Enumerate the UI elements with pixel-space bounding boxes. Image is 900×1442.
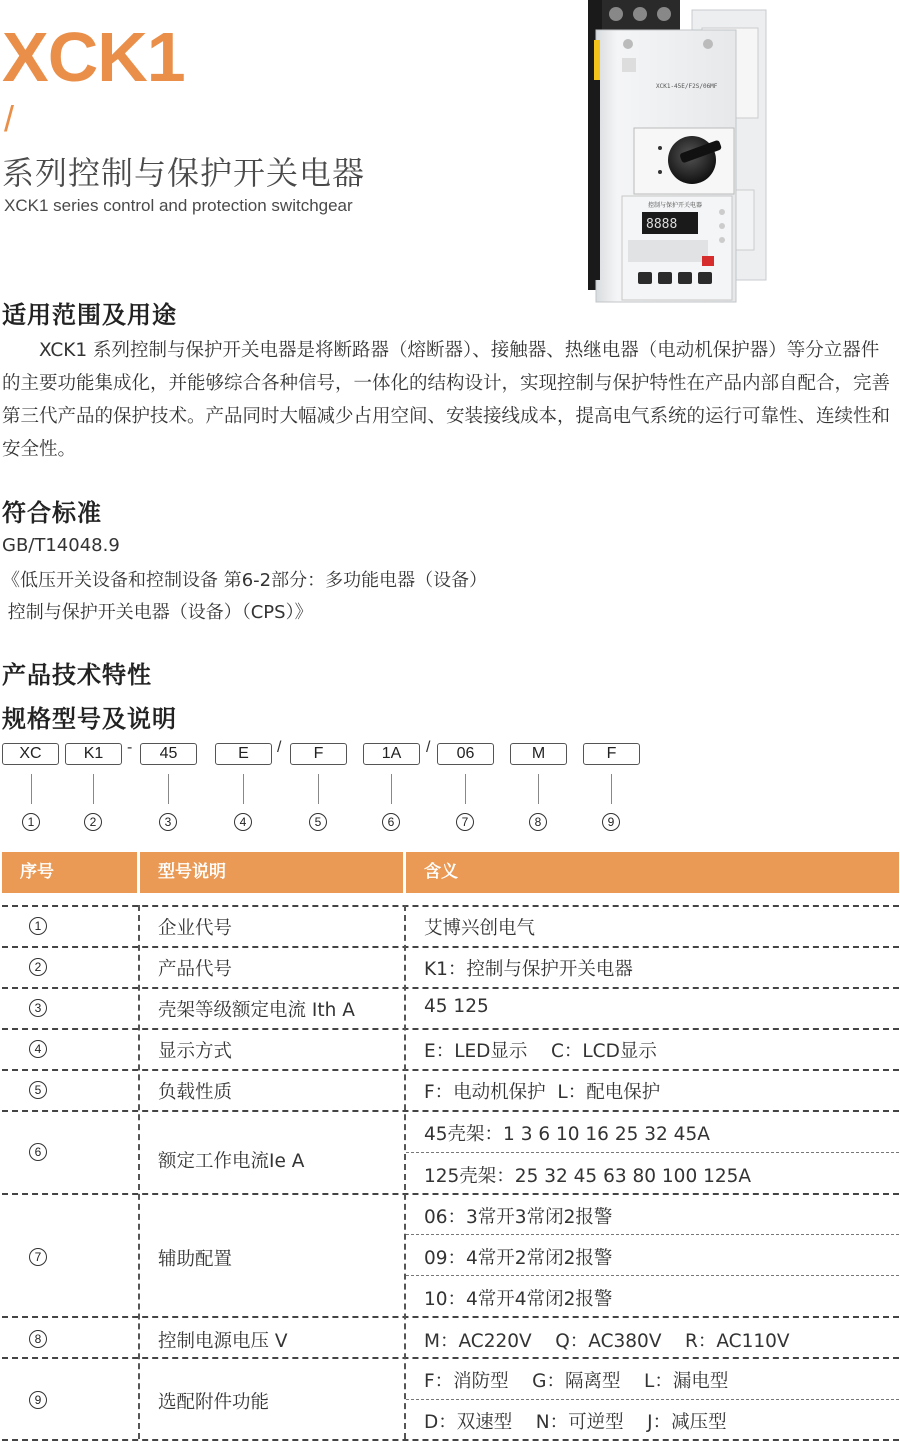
table-rule — [2, 987, 899, 989]
model-separator-2: / — [277, 739, 282, 756]
row-2-no: 2 — [29, 958, 47, 976]
model-part-9: F — [583, 743, 640, 765]
scope-paragraph: XCK1 系列控制与保护开关电器是将断路器（熔断器）、接触器、热继电器（电动机保护器）等分立器件的主要功能集成化，并能够综合各种信号，一体化的结构设计，实现控制与保护特性在产品内部自配合，完善第三代产品的保护技术。产品同时大幅减少占用空间、安装接线成本，提高电气系统的运行可靠性、连续性和安全性。 — [2, 340, 891, 460]
row-7-meaning-3: 10：4常开4常闭2报警 — [424, 1289, 613, 1310]
row-7-meaning-2: 09：4常开2常闭2报警 — [424, 1248, 613, 1269]
table-rule — [2, 1357, 899, 1359]
model-number-3: 3 — [159, 813, 177, 831]
model-number-6: 6 — [382, 813, 400, 831]
model-part-1: XC — [2, 743, 59, 765]
model-part-8: M — [510, 743, 567, 765]
table-rule — [2, 1439, 899, 1441]
spec-table-header — [2, 852, 899, 893]
table-rule — [2, 946, 899, 948]
model-number-4: 4 — [234, 813, 252, 831]
row-8-desc: 控制电源电压 V — [158, 1331, 288, 1352]
row-2-meaning-1: K1：控制与保护开关电器 — [424, 959, 633, 980]
table-rule-inner — [406, 1152, 899, 1153]
section-title-tech: 产品技术特性 — [2, 661, 152, 689]
row-9-meaning-2: D：双速型 N：可逆型 J：减压型 — [424, 1412, 727, 1433]
table-rule-inner — [406, 1399, 899, 1400]
table-rule — [2, 1069, 899, 1071]
row-4-no: 4 — [29, 1040, 47, 1058]
row-2-desc: 产品代号 — [158, 959, 233, 980]
model-part-6: 1A — [363, 743, 420, 765]
table-rule-inner — [406, 1234, 899, 1235]
product-panel-title: 控制与保护开关电器 — [648, 202, 703, 209]
row-5-meaning-1: F：电动机保护 L：配电保护 — [424, 1082, 661, 1103]
table-header-meaning: 含义 — [406, 852, 899, 893]
standard-line-3: 控制与保护开关电器（设备）（CPS）》 — [2, 602, 313, 623]
model-connector — [168, 774, 169, 804]
row-8-no: 8 — [29, 1330, 47, 1348]
model-part-3: 45 — [140, 743, 197, 765]
model-part-4: E — [215, 743, 272, 765]
page-title: XCK1 — [2, 18, 185, 96]
table-rule — [2, 905, 899, 907]
model-connector — [465, 774, 466, 804]
product-model-label: XCK1-45E/F2S/06MF — [656, 83, 718, 90]
model-connector — [538, 774, 539, 804]
row-5-no: 5 — [29, 1081, 47, 1099]
section-title-model: 规格型号及说明 — [2, 705, 177, 733]
product-image — [582, 0, 770, 312]
model-number-2: 2 — [84, 813, 102, 831]
row-9-meaning-1: F：消防型 G：隔离型 L：漏电型 — [424, 1371, 729, 1392]
table-header-desc: 型号说明 — [140, 852, 403, 893]
table-header-no: 序号 — [2, 852, 137, 893]
model-number-7: 7 — [456, 813, 474, 831]
standard-line-1: GB/T14048.9 — [2, 535, 120, 556]
row-1-meaning-1: 艾博兴创电气 — [424, 918, 536, 939]
model-part-7: 06 — [437, 743, 494, 765]
model-number-5: 5 — [309, 813, 327, 831]
model-connector — [31, 774, 32, 804]
row-9-no: 9 — [29, 1391, 47, 1409]
model-part-2: K1 — [65, 743, 122, 765]
model-connector — [243, 774, 244, 804]
model-separator-3: / — [426, 739, 431, 756]
row-6-meaning-2: 125壳架：25 32 45 63 80 100 125A — [424, 1166, 752, 1187]
section-title-scope: 适用范围及用途 — [2, 301, 177, 329]
table-rule — [2, 1028, 899, 1030]
table-rule — [2, 1316, 899, 1318]
row-6-no: 6 — [29, 1143, 47, 1161]
table-rule-inner — [406, 1275, 899, 1276]
table-rule — [2, 1193, 899, 1195]
row-9-desc: 选配附件功能 — [158, 1392, 270, 1413]
row-3-no: 3 — [29, 999, 47, 1017]
row-7-no: 7 — [29, 1248, 47, 1266]
svg-text:8888: 8888 — [646, 217, 678, 232]
row-8-meaning-1: M：AC220V Q：AC380V R：AC110V — [424, 1331, 790, 1352]
model-separator-1: - — [127, 739, 133, 756]
subtitle-chinese: 系列控制与保护开关电器 — [2, 154, 366, 192]
table-column-divider — [138, 905, 140, 1439]
subtitle-english: XCK1 series control and protection switchgear — [4, 196, 353, 215]
row-7-meaning-1: 06：3常开3常闭2报警 — [424, 1207, 613, 1228]
model-number-8: 8 — [529, 813, 547, 831]
row-5-desc: 负载性质 — [158, 1082, 233, 1103]
model-connector — [318, 774, 319, 804]
standard-line-2: 《低压开关设备和控制设备 第6-2部分：多功能电器（设备） — [2, 570, 488, 591]
title-slash: / — [4, 98, 15, 139]
model-number-1: 1 — [22, 813, 40, 831]
row-7-desc: 辅助配置 — [158, 1249, 233, 1270]
model-connector — [611, 774, 612, 804]
row-4-desc: 显示方式 — [158, 1041, 233, 1062]
model-connector — [93, 774, 94, 804]
row-3-meaning-1: 45 125 — [424, 996, 489, 1017]
table-rule — [2, 1110, 899, 1112]
model-number-9: 9 — [602, 813, 620, 831]
table-column-divider — [404, 905, 406, 1439]
row-3-desc: 壳架等级额定电流 Ith A — [158, 1000, 355, 1021]
row-1-desc: 企业代号 — [158, 918, 233, 939]
row-6-meaning-1: 45壳架：1 3 6 10 16 25 32 45A — [424, 1124, 710, 1145]
model-connector — [391, 774, 392, 804]
row-6-desc: 额定工作电流Ie A — [158, 1151, 305, 1172]
model-part-5: F — [290, 743, 347, 765]
row-4-meaning-1: E：LED显示 C：LCD显示 — [424, 1041, 657, 1062]
section-title-standard: 符合标准 — [2, 499, 102, 527]
row-1-no: 1 — [29, 917, 47, 935]
